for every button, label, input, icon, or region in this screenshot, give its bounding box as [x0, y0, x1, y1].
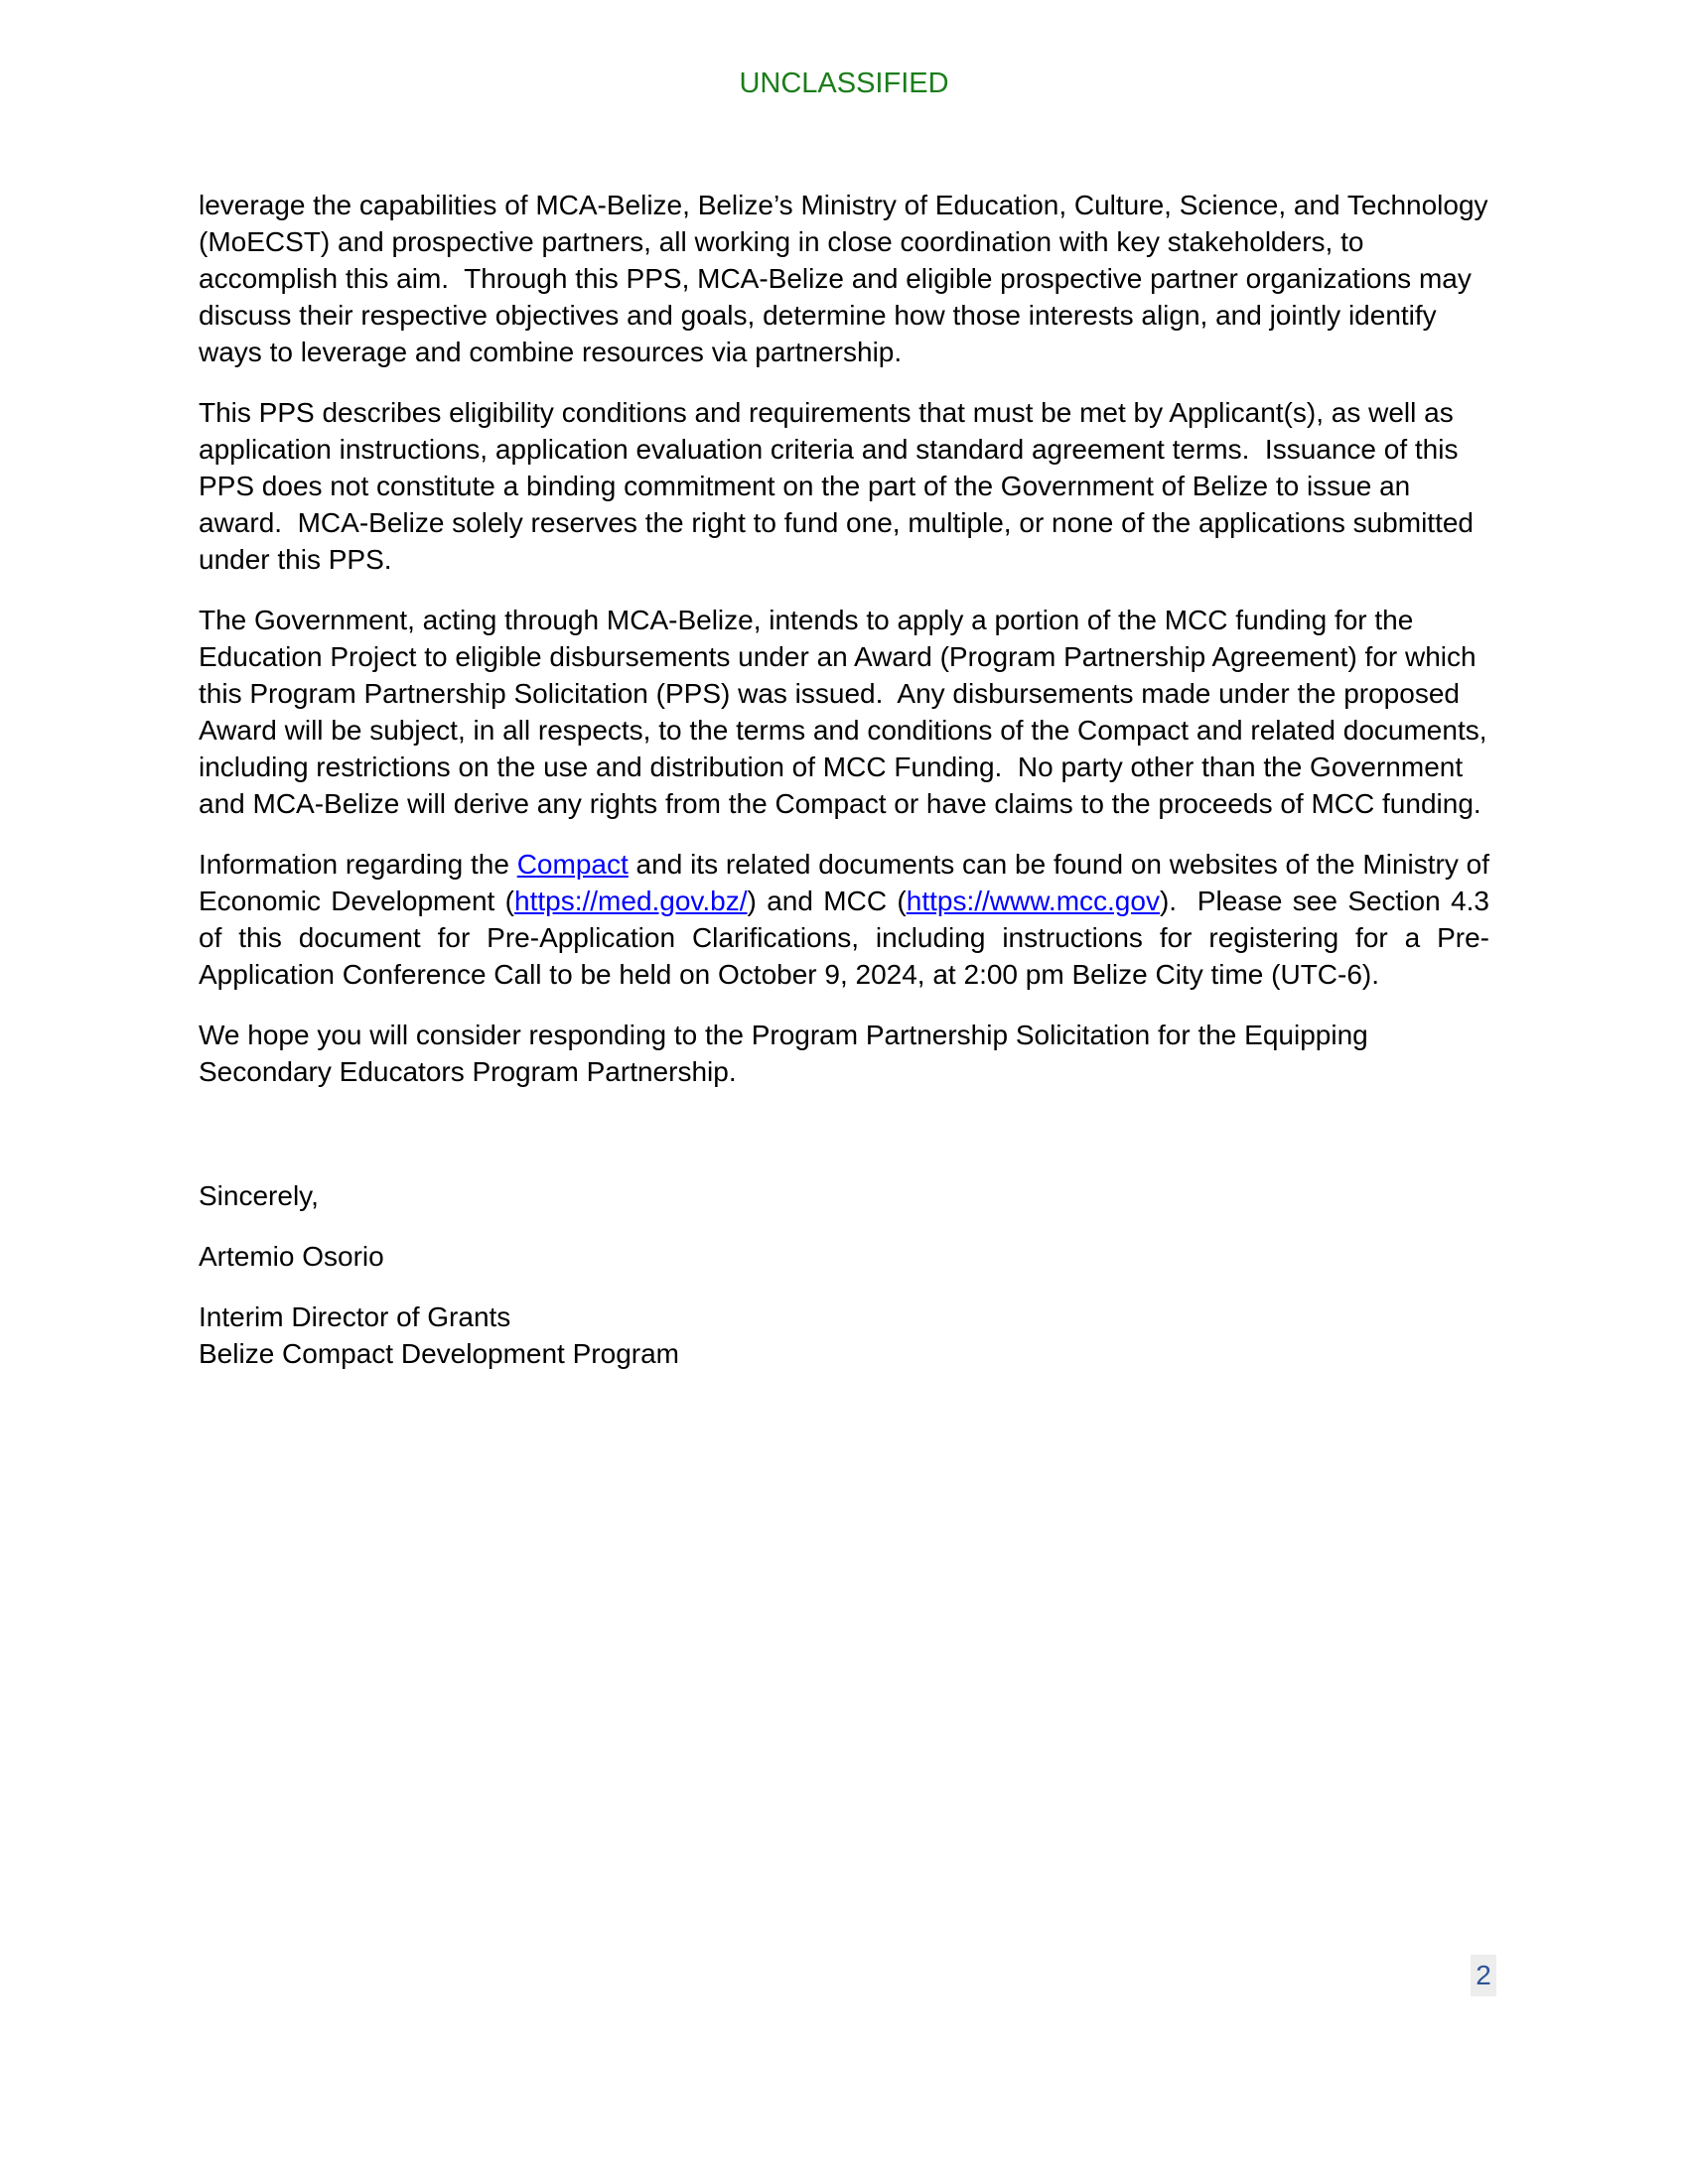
hyperlink[interactable]: https://med.gov.bz/ — [514, 886, 748, 916]
text-run: and its related documents can be found on websites of the Ministry of Economic Development ( — [199, 849, 1489, 916]
paragraph-leverage-capabilities: leverage the capabilities of MCA-Belize, Belize’s Ministry of Education, Culture, Science, and Technology (MoECST) and prospective partners, all working in close coordination with key stakeholders, to accomplish this aim. Through this PPS, MCA-Belize and eligible prospective partner organizations may discuss their respective objectives and goals, determine how those interests align, and jointly identify ways to leverage and combine resources via partnership. — [199, 190, 1488, 367]
text-run: ) and MCC ( — [747, 886, 907, 916]
paragraph-pps-eligibility: This PPS describes eligibility conditions and requirements that must be met by Applicant(s), as well as application instructions, application evaluation criteria and standard agreement terms. Issuance of this PPS does not constitute a binding commitment on the part of the Government of Belize to issue an award. MCA-Belize solely reserves the right to fund one, multiple, or none of the applications submitted under this PPS. — [199, 397, 1474, 575]
classification-banner: UNCLASSIFIED — [739, 68, 949, 99]
letter-body — [199, 187, 1489, 1396]
page-number-field: 2 — [1471, 1955, 1496, 1996]
text-run: ). Please see Section 4.3 of this document for Pre-Application Clarifications, including instructions for registering for a Pre-Application Conference Call to be held on October 9, 2024, at 2:00 pm Belize City time (UTC-6). — [199, 886, 1490, 990]
hyperlink[interactable]: Compact — [516, 849, 629, 880]
signature-spacer — [199, 1114, 1489, 1177]
signer-organization: Belize Compact Development Program — [199, 1338, 679, 1369]
signer-title: Interim Director of Grants — [199, 1301, 511, 1332]
text-run: Information regarding the — [199, 849, 517, 880]
paragraph-government-funding: The Government, acting through MCA-Belize, intends to apply a portion of the MCC funding for the Education Project to eligible disbursements under an Award (Program Partnership Agreement) for which this Program Partnership Solicitation (PPS) was issued. Any disbursements made under the proposed Award will be subject, in all respects, to the terms and conditions of the Compact and related documents, including restrictions on the use and distribution of MCC Funding. No party other than the Government and MCA-Belize will derive any rights from the Compact or have claims to the proceeds of MCC funding. — [199, 605, 1487, 819]
paragraph-compact-information — [199, 846, 1489, 993]
signer-name: Artemio Osorio — [199, 1241, 384, 1272]
paragraph-closing-hope: We hope you will consider responding to the Program Partnership Solicitation for the Equipping Secondary Educators Program Partnership. — [199, 1020, 1368, 1087]
signature-closing: Sincerely, — [199, 1180, 319, 1211]
hyperlink[interactable]: https://www.mcc.gov — [906, 886, 1160, 916]
signer-title-block — [199, 1298, 1489, 1372]
